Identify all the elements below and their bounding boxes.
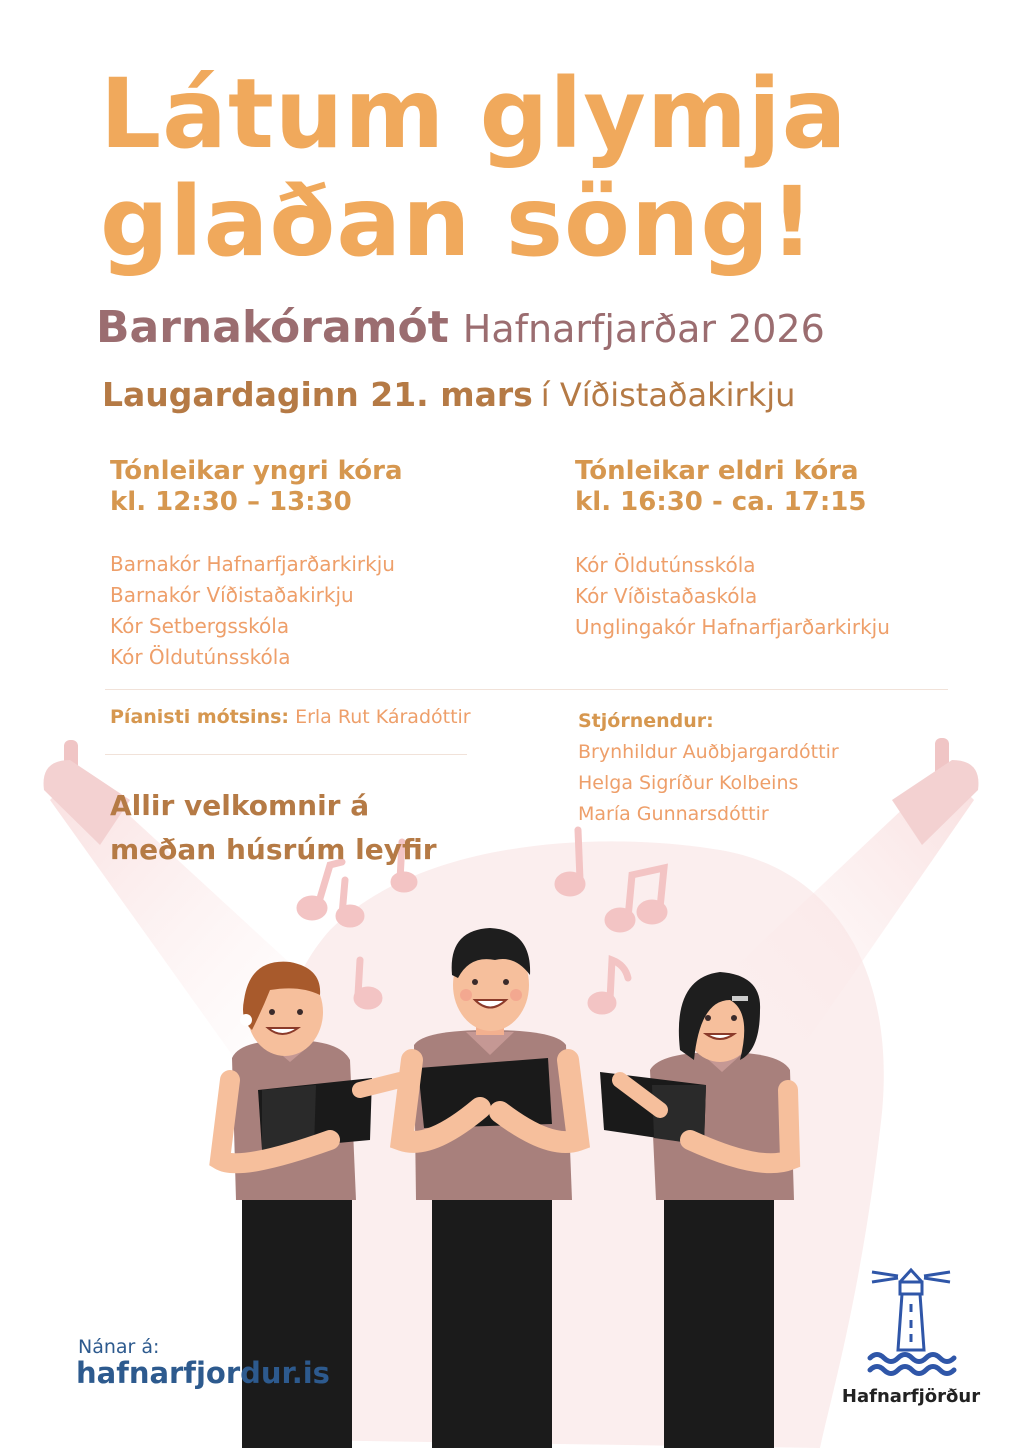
concert-heading-younger xyxy=(110,456,403,518)
concert-heading-older xyxy=(575,456,866,518)
event-subtitle xyxy=(96,302,825,353)
list-item: Brynhildur Auðbjargardóttir xyxy=(578,741,839,763)
choir-list-younger xyxy=(110,549,395,673)
welcome-line-2: meðan húsrúm leyfir xyxy=(110,833,437,866)
welcome-message xyxy=(110,784,437,872)
pianist-label: Píanisti mótsins: xyxy=(110,706,290,728)
event-name: Barnakóramót xyxy=(96,302,449,353)
divider xyxy=(105,689,948,690)
concert-title: Tónleikar yngri kóra xyxy=(110,456,403,486)
more-info-label: Nánar á: xyxy=(78,1336,160,1358)
event-venue: í Víðistaðakirkju xyxy=(540,376,796,414)
conductors-label: Stjórnendur: xyxy=(578,710,714,732)
website-link[interactable]: hafnarfjordur.is xyxy=(76,1356,330,1390)
hafnarfjordur-logo xyxy=(836,1262,986,1422)
pianist-credit xyxy=(110,706,471,728)
date-subtitle xyxy=(102,375,796,414)
concert-title: Tónleikar eldri kóra xyxy=(575,456,859,486)
list-item: Kór Setbergsskóla xyxy=(110,614,290,638)
list-item: Kór Öldutúnsskóla xyxy=(110,645,291,669)
list-item: Unglingakór Hafnarfjarðarkirkju xyxy=(575,615,890,639)
conductors-credit xyxy=(578,706,839,830)
logo-text: Hafnarfjörður xyxy=(841,1386,981,1407)
headline-line-1: Látum glymja xyxy=(100,58,848,170)
event-date: Laugardaginn 21. mars xyxy=(102,375,533,414)
list-item: Barnakór Víðistaðakirkju xyxy=(110,583,354,607)
list-item: Kór Öldutúnsskóla xyxy=(575,553,756,577)
concert-time: kl. 16:30 - ca. 17:15 xyxy=(575,487,867,517)
list-item: Helga Sigríður Kolbeins xyxy=(578,772,799,794)
headline-line-2: glaðan söng! xyxy=(100,166,815,278)
list-item: Barnakór Hafnarfjarðarkirkju xyxy=(110,552,395,576)
divider xyxy=(105,754,467,755)
welcome-line-1: Allir velkomnir á xyxy=(110,789,370,822)
list-item: María Gunnarsdóttir xyxy=(578,803,769,825)
list-item: Kór Víðistaðaskóla xyxy=(575,584,758,608)
lighthouse-icon xyxy=(836,1262,986,1382)
pianist-name: Erla Rut Káradóttir xyxy=(295,706,471,728)
event-place-year: Hafnarfjarðar 2026 xyxy=(462,307,825,351)
choir-list-older xyxy=(575,550,890,643)
concert-time: kl. 12:30 – 13:30 xyxy=(110,487,352,517)
